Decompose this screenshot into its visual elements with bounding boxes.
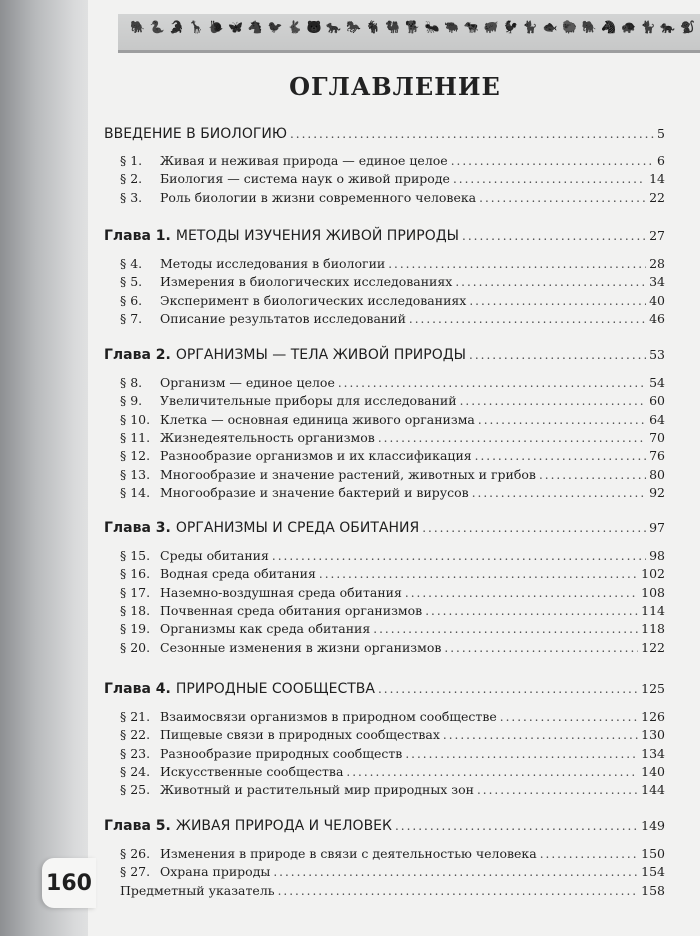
section-number: § 5. <box>120 274 143 290</box>
toc-section-entry[interactable] <box>104 467 665 487</box>
section-title: Почвенная среда обитания организмов <box>160 602 423 618</box>
toc-section-entry[interactable] <box>104 256 665 276</box>
chapter-page: 149 <box>641 818 665 833</box>
animal-silhouette-icon: 🐊 <box>169 20 185 34</box>
toc-section-entry[interactable] <box>104 585 665 605</box>
animal-silhouette-icon: 🐃 <box>444 20 460 34</box>
toc-section-entry[interactable] <box>104 274 665 294</box>
section-page: 118 <box>641 621 665 637</box>
animal-silhouette-icon: 🐟 <box>542 20 558 34</box>
section-number: § 27. <box>120 864 151 880</box>
dot-leader <box>479 191 646 205</box>
dot-leader <box>338 376 646 390</box>
section-number: § 6. <box>120 292 143 308</box>
section-number: § 10. <box>120 411 151 427</box>
section-number: § 9. <box>120 393 143 409</box>
dot-leader <box>469 348 646 362</box>
section-number: § 14. <box>120 484 151 500</box>
dot-leader <box>443 728 638 742</box>
section-number: § 22. <box>120 727 151 743</box>
chapter-number: Глава 2. <box>104 347 171 363</box>
section-number: § 23. <box>120 745 151 761</box>
dot-leader <box>451 154 654 168</box>
section-title: Живая и неживая природа — единое целое <box>160 153 448 168</box>
chapter-page: 27 <box>649 228 665 243</box>
section-title: Пищевые связи в природных сообществах <box>160 727 440 743</box>
chapter-number: Глава 3. <box>104 520 171 536</box>
section-page: 14 <box>649 171 665 187</box>
section-number: § 19. <box>120 621 151 637</box>
chapter-title: МЕТОДЫ ИЗУЧЕНИЯ ЖИВОЙ ПРИРОДЫ <box>175 228 460 244</box>
animal-silhouette-icon: 🐒 <box>679 20 695 34</box>
section-page: 6 <box>657 153 665 168</box>
toc-section-entry[interactable] <box>104 375 665 395</box>
dot-leader <box>475 449 646 463</box>
toc-entry-introduction[interactable] <box>104 126 665 146</box>
section-number: § 3. <box>120 189 143 205</box>
toc-section-entry[interactable] <box>104 709 665 729</box>
dot-leader <box>319 567 638 581</box>
toc-subject-index-entry[interactable] <box>104 883 665 903</box>
section-page: 40 <box>649 292 665 308</box>
dot-leader <box>462 229 646 243</box>
animal-silhouette-icon: 🐴 <box>247 20 263 34</box>
dot-leader <box>378 682 638 696</box>
dot-leader <box>425 604 638 618</box>
animal-silhouette-icon: 🐑 <box>562 20 578 34</box>
dot-leader <box>278 884 639 898</box>
section-page: 130 <box>641 727 665 743</box>
toc-section-entry[interactable] <box>104 412 665 432</box>
toc-section-entry[interactable] <box>104 640 665 660</box>
section-title: Эксперимент в биологических исследованиях <box>160 292 467 308</box>
animal-silhouette-icon: 🐅 <box>660 20 676 34</box>
section-page: 60 <box>649 393 665 409</box>
chapter-title: ОРГАНИЗМЫ И СРЕДА ОБИТАНИЯ <box>175 520 420 536</box>
section-page: 122 <box>641 639 665 655</box>
section-page: 140 <box>641 763 665 779</box>
dot-leader <box>453 172 646 186</box>
animal-silhouette-icon: 🐇 <box>287 20 303 34</box>
animal-silhouette-icon: 🦓 <box>601 20 617 34</box>
toc-section-entry[interactable] <box>104 603 665 623</box>
section-number: § 1. <box>120 153 143 168</box>
toc-section-entry[interactable] <box>104 548 665 568</box>
page-title: ОГЛАВЛЕНИЕ <box>289 72 501 101</box>
section-title: Среды обитания <box>160 548 269 563</box>
dot-leader <box>378 431 646 445</box>
chapter-title: ПРИРОДНЫЕ СООБЩЕСТВА <box>175 681 375 697</box>
section-number: § 18. <box>120 602 151 618</box>
animal-silhouette-icon: 🐍 <box>149 20 165 34</box>
section-page: 134 <box>641 745 665 761</box>
toc-section-entry[interactable] <box>104 171 665 191</box>
toc-section-entry[interactable] <box>104 764 665 784</box>
toc-section-entry[interactable] <box>104 864 665 884</box>
chapter-page: 97 <box>649 520 665 535</box>
section-number: § 15. <box>120 548 151 563</box>
animal-silhouette-icon: 🐌 <box>208 20 224 34</box>
section-title: Роль биологии в жизни современного человека <box>160 189 477 205</box>
section-page: 154 <box>641 864 665 880</box>
toc-section-entry[interactable] <box>104 485 665 505</box>
dot-leader <box>500 710 638 724</box>
section-number: § 20. <box>120 639 151 655</box>
animal-silhouette-icon: 🐆 <box>326 20 342 34</box>
section-title: Искусственные сообщества <box>160 763 344 779</box>
section-page: 108 <box>641 584 665 600</box>
section-title: Организм — единое целое <box>160 375 335 390</box>
dot-leader <box>405 747 638 761</box>
section-title: Сезонные изменения в жизни организмов <box>160 639 442 655</box>
section-page: 22 <box>649 189 665 205</box>
toc-section-entry[interactable] <box>104 727 665 747</box>
toc-chapter-entry[interactable] <box>104 520 665 540</box>
dot-leader <box>388 257 646 271</box>
section-title: Биология — система наук о живой природе <box>160 171 450 187</box>
animal-silhouette-icon: 🦒 <box>188 20 204 34</box>
animal-silhouette-icon: 🐕 <box>404 20 420 34</box>
chapter-page: 125 <box>641 681 665 696</box>
section-number: § 17. <box>120 584 151 600</box>
section-page: 46 <box>649 310 665 326</box>
section-title: Водная среда обитания <box>160 566 316 582</box>
section-page: 114 <box>641 602 665 618</box>
toc-entry-title: ВВЕДЕНИЕ В БИОЛОГИЮ <box>104 126 287 142</box>
dot-leader <box>290 127 654 141</box>
section-number: § 4. <box>120 256 143 271</box>
animal-silhouette-icon: 🐓 <box>503 20 519 34</box>
dot-leader <box>444 641 638 655</box>
section-number: § 13. <box>120 466 151 482</box>
toc-section-entry[interactable] <box>104 621 665 641</box>
section-title: Изменения в природе в связи с деятельностью человека <box>160 846 537 861</box>
section-title: Методы исследования в биологии <box>160 256 386 271</box>
chapter-number: Глава 1. <box>104 228 171 244</box>
animal-silhouette-icon: 🦋 <box>228 20 244 34</box>
section-page: 80 <box>649 466 665 482</box>
section-number: § 8. <box>120 375 143 390</box>
toc-chapter-entry[interactable] <box>104 818 665 838</box>
animal-silhouette-icon: 🐜 <box>424 20 440 34</box>
toc-section-entry[interactable] <box>104 190 665 210</box>
toc-section-entry[interactable] <box>104 846 665 866</box>
section-page: 126 <box>641 709 665 724</box>
animal-silhouette-icon: 🐦 <box>267 20 283 34</box>
dot-leader <box>409 312 646 326</box>
section-page: 92 <box>649 484 665 500</box>
book-spine-shadow <box>0 0 100 936</box>
animal-silhouette-icon: 🐐 <box>365 20 381 34</box>
dot-leader <box>478 413 646 427</box>
section-number: § 24. <box>120 763 151 779</box>
section-title: Животный и растительный мир природных зон <box>160 782 474 798</box>
chapter-page: 53 <box>649 347 665 362</box>
toc-section-entry[interactable] <box>104 430 665 450</box>
dot-leader <box>460 394 647 408</box>
dot-leader <box>422 521 646 535</box>
toc-section-entry[interactable] <box>104 311 665 331</box>
section-page: 28 <box>649 256 665 271</box>
section-page: 34 <box>649 274 665 290</box>
section-title: Организмы как среда обитания <box>160 621 371 637</box>
section-title: Многообразие и значение растений, животных и грибов <box>160 466 536 482</box>
animal-silhouette-icon: 🐘 <box>130 20 145 34</box>
chapter-title: ОРГАНИЗМЫ — ТЕЛА ЖИВОЙ ПРИРОДЫ <box>175 347 467 363</box>
animal-silhouette-strip <box>130 20 695 34</box>
toc-entry-page: 5 <box>657 126 665 141</box>
dot-leader <box>405 586 638 600</box>
section-page: 102 <box>641 566 665 582</box>
dot-leader <box>272 549 646 563</box>
section-title: Разнообразие организмов и их классификация <box>160 448 472 464</box>
section-page: 64 <box>649 411 665 427</box>
animal-silhouette-icon: 🐄 <box>463 20 479 34</box>
animal-silhouette-icon: 🐻 <box>306 20 322 34</box>
section-number: § 12. <box>120 448 151 464</box>
toc-section-entry[interactable] <box>104 448 665 468</box>
dot-leader <box>346 765 638 779</box>
dot-leader <box>539 468 646 482</box>
toc-section-entry[interactable] <box>104 153 665 173</box>
animal-silhouette-icon: 🐎 <box>346 20 361 34</box>
dot-leader <box>477 783 638 797</box>
section-page: 150 <box>641 846 665 861</box>
subject-index-page: 158 <box>641 883 665 898</box>
dot-leader <box>472 486 646 500</box>
toc-chapter-entry[interactable] <box>104 347 665 367</box>
toc-chapter-entry[interactable] <box>104 228 665 248</box>
toc-chapter-entry[interactable] <box>104 681 665 701</box>
section-number: § 25. <box>120 782 151 798</box>
dot-leader <box>373 622 638 636</box>
section-title: Охрана природы <box>160 864 271 880</box>
section-number: § 16. <box>120 566 151 582</box>
section-number: § 7. <box>120 310 143 326</box>
dot-leader <box>455 275 646 289</box>
dot-leader <box>469 294 646 308</box>
section-number: § 26. <box>120 846 151 861</box>
animal-silhouette-icon: 🐈 <box>522 20 538 34</box>
section-title: Жизнедеятельность организмов <box>160 429 375 445</box>
section-title: Описание результатов исследований <box>160 310 406 326</box>
section-number: § 11. <box>120 429 151 445</box>
animal-silhouette-icon: 🐖 <box>483 20 499 34</box>
toc-section-entry[interactable] <box>104 566 665 586</box>
section-title: Разнообразие природных сообществ <box>160 745 403 761</box>
dot-leader <box>273 865 638 879</box>
toc-section-entry[interactable] <box>104 782 665 802</box>
section-page: 144 <box>641 782 665 798</box>
section-title: Многообразие и значение бактерий и вирусов <box>160 484 469 500</box>
animal-silhouette-icon: 🐈 <box>640 20 656 34</box>
animal-silhouette-icon: 🐘 <box>581 20 597 34</box>
section-page: 54 <box>649 375 665 390</box>
section-page: 76 <box>649 448 665 464</box>
chapter-title: ЖИВАЯ ПРИРОДА И ЧЕЛОВЕК <box>175 818 392 834</box>
subject-index-title: Предметный указатель <box>120 883 275 898</box>
page-number: 160 <box>42 858 96 908</box>
toc-section-entry[interactable] <box>104 393 665 413</box>
chapter-number: Глава 4. <box>104 681 171 697</box>
toc-section-entry[interactable] <box>104 746 665 766</box>
dot-leader <box>540 847 638 861</box>
section-page: 70 <box>649 429 665 445</box>
section-number: § 2. <box>120 171 143 187</box>
section-page: 98 <box>649 548 665 563</box>
section-title: Взаимосвязи организмов в природном сообществе <box>160 709 497 724</box>
animal-silhouette-icon: 🐫 <box>385 20 401 34</box>
section-title: Увеличительные приборы для исследований <box>160 393 457 409</box>
dot-leader <box>395 819 638 833</box>
section-title: Наземно-воздушная среда обитания <box>160 584 402 600</box>
section-title: Клетка — основная единица живого организма <box>160 411 475 427</box>
animal-silhouette-icon: 🐢 <box>621 20 636 34</box>
section-title: Измерения в биологических исследованиях <box>160 274 453 290</box>
chapter-number: Глава 5. <box>104 818 171 834</box>
section-number: § 21. <box>120 709 151 724</box>
toc-section-entry[interactable] <box>104 293 665 313</box>
